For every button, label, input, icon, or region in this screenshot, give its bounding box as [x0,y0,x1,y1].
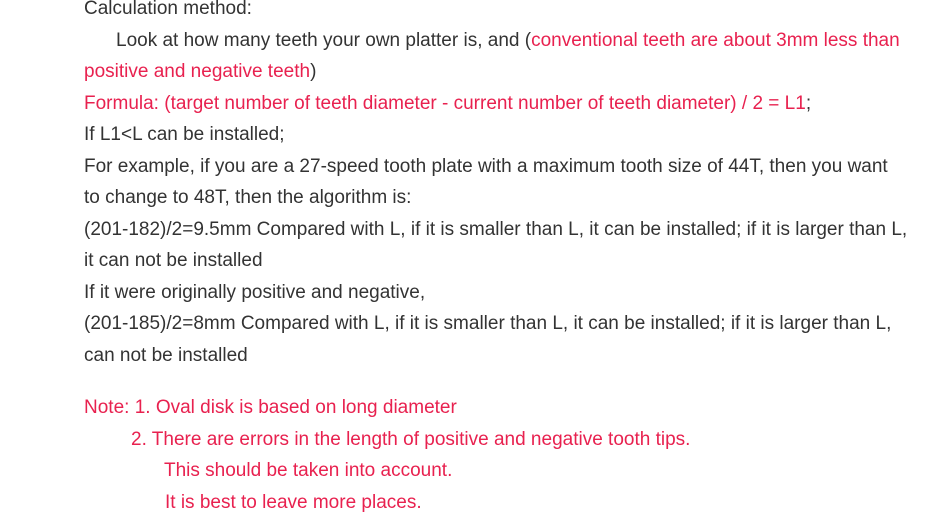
note-line-1: Note: 1. Oval disk is based on long diameter [84,397,457,418]
formula-text: Formula: (target number of teeth diameter - current number of teeth diameter) / 2 = L1 [84,92,806,114]
calc1-line-2: it can not be installed [84,250,263,271]
intro-highlight-1: conventional teeth are about 3mm less than [531,29,900,51]
calculation-method-section [84,0,914,518]
intro-prefix: Look at how many teeth your own platter is, and ( [116,29,532,51]
formula-suffix: ; [805,92,812,114]
calc2-line-1: (201-185)/2=8mm Compared with L, if it is smaller than L, it can be installed; if it is larger than L, [84,313,892,334]
example-line-2: to change to 48T, then the algorithm is: [84,187,412,208]
calc2-line-2: can not be installed [84,344,248,366]
example-line-1: For example, if you are a 27-speed tooth plate with a maximum tooth size of 44T, then you want [84,155,888,177]
condition-line: If L1<L can be installed; [84,124,285,145]
note-line-3: This should be taken into account. [164,460,453,481]
note-section [84,392,914,518]
formula-line [84,88,914,120]
intro-line-1 [84,25,914,57]
intro-highlight-2: positive and negative teeth [84,61,311,82]
intro-suffix: ) [310,61,317,82]
note-line-4: It is best to leave more places. [165,491,422,513]
alt-condition-line: If it were originally positive and negative, [84,281,426,303]
note-line-2: 2. There are errors in the length of positive and negative tooth tips. [131,428,691,450]
method-heading: Calculation method: [84,0,252,19]
calc1-line-1: (201-182)/2=9.5mm Compared with L, if it is smaller than L, it can be installed; if it is larger than L, [84,218,908,240]
intro-line-2 [84,56,914,88]
